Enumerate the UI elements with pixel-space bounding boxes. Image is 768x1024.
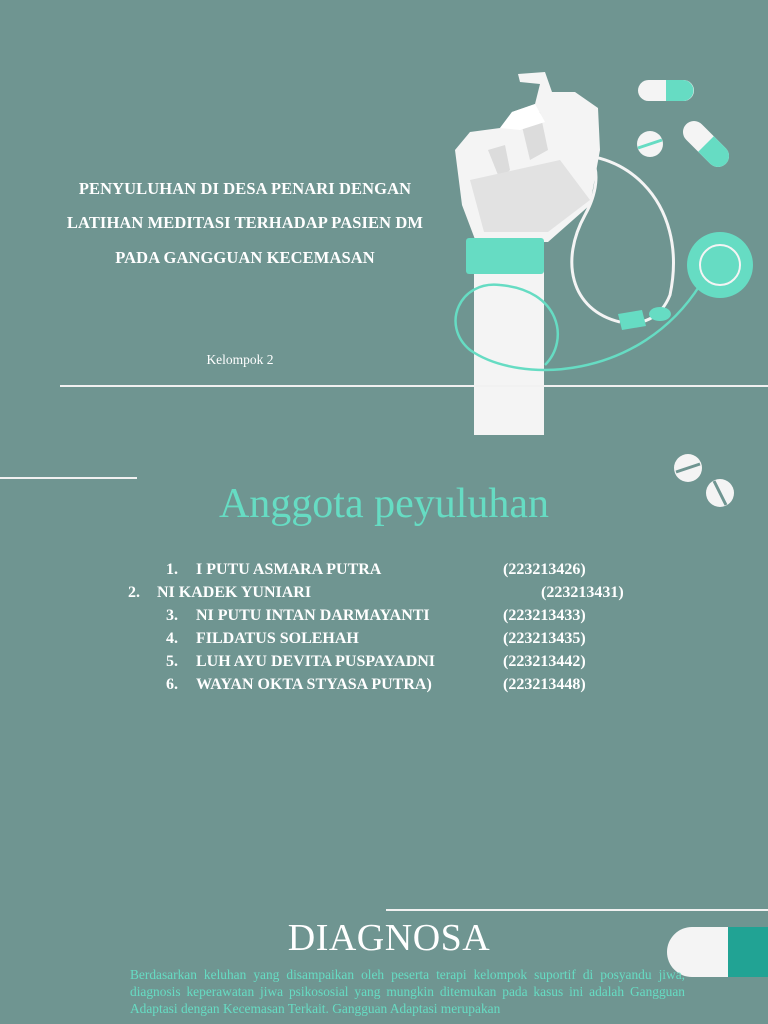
title-line-1: PENYULUHAN DI DESA PENARI DENGAN bbox=[78, 179, 412, 198]
list-item: 1. I PUTU ASMARA PUTRA (223213426) bbox=[166, 561, 586, 578]
diagnosis-heading: DIAGNOSA bbox=[287, 917, 491, 959]
list-item: 2. NI KADEK YUNIARI (223213431) bbox=[128, 584, 624, 601]
list-item: 6. WAYAN OKTA STYASA PUTRA) (223213448) bbox=[166, 676, 586, 693]
list-item: 3. NI PUTU INTAN DARMAYANTI (223213433) bbox=[166, 607, 586, 624]
diagnosis-body: Berdasarkan keluhan yang disampaikan oleh peserta terapi kelompok suportif di posyandu jiwa, diagnosis keperawatan jiwa psikososial yang mungkin ditemukan pada kasus ini adalah Gangguan Adaptasi dengan Kecemasan Terkait. Gangguan Adaptasi merupakan bbox=[130, 967, 685, 1016]
diagnosis-slide bbox=[0, 900, 768, 1024]
group-subtitle: Kelompok 2 bbox=[206, 352, 274, 367]
title-line-3: PADA GANGGUAN KECEMASAN bbox=[115, 248, 375, 267]
list-item: 5. LUH AYU DEVITA PUSPAYADNI (223213442) bbox=[166, 653, 586, 670]
members-heading: Anggota peyuluhan bbox=[218, 481, 550, 527]
title-slide bbox=[0, 0, 768, 450]
title-divider bbox=[60, 385, 768, 387]
title-line-2: LATIHAN MEDITASI TERHADAP PASIEN DM bbox=[66, 213, 424, 232]
members-slide bbox=[0, 450, 768, 900]
list-item: 4. FILDATUS SOLEHAH (223213435) bbox=[166, 630, 586, 647]
